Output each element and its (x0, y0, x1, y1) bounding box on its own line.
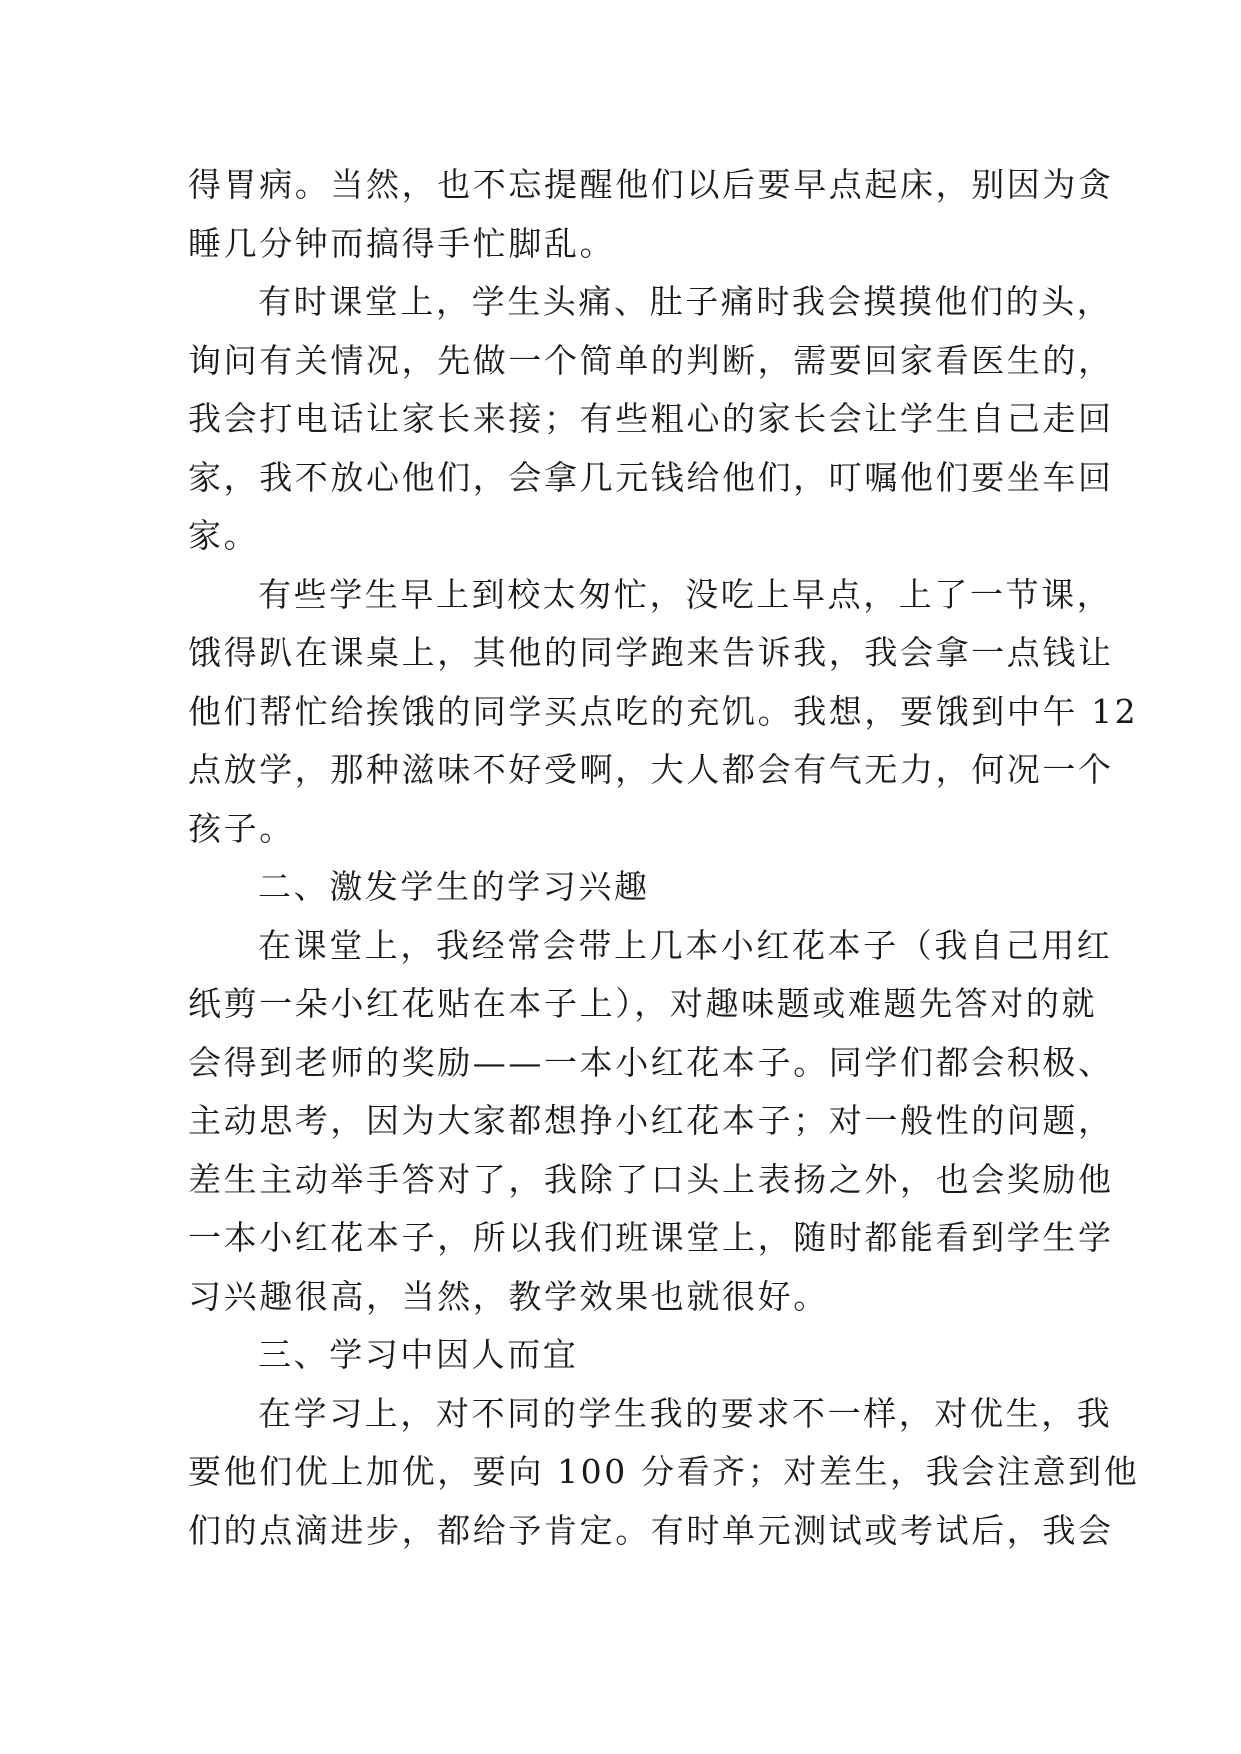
text-line: 孩子。 (188, 808, 295, 848)
text-line: 三、学习中因人而宜 (258, 1335, 579, 1374)
text-line: 家。 (188, 516, 260, 555)
text-line: 他们帮忙给挨饿的同学买点吃的充饥。我想，要饿到中午 12 (188, 691, 1139, 731)
text-line: 二、激发学生的学习兴趣 (258, 867, 650, 906)
text-line: 会得到老师的奖励——一本小红花本子。同学们都会积极、 (188, 1042, 1114, 1082)
text-line: 在课堂上，我经常会带上几本小红花本子（我自己用红 (258, 925, 1113, 965)
text-line: 有时课堂上，学生头痛、肚子痛时我会摸摸他们的头， (258, 282, 1113, 321)
text-line: 家，我不放心他们，会拿几元钱给他们，叮嘱他们要坐车回 (188, 457, 1114, 497)
text-line: 纸剪一朵小红花贴在本子上），对趣味题或难题先答对的就 (188, 984, 1098, 1023)
text-line: 有些学生早上到校太匆忙，没吃上早点，上了一节课， (258, 574, 1113, 614)
text-line: 主动思考，因为大家都想挣小红花本子；对一般性的问题， (188, 1101, 1114, 1140)
text-line: 们的点滴进步，都给予肯定。有时单元测试或考试后，我会 (188, 1510, 1114, 1550)
document-body (188, 156, 1140, 1560)
text-line: 点放学，那种滋味不好受啊，大人都会有气无力，何况一个 (188, 750, 1114, 789)
text-line: 习兴趣很高，当然，教学效果也就很好。 (188, 1276, 829, 1316)
text-line: 得胃病。当然，也不忘提醒他们以后要早点起床，别因为贪 (188, 165, 1114, 204)
text-line: 差生主动举手答对了，我除了口头上表扬之外，也会奖励他 (188, 1159, 1114, 1199)
text-line: 询问有关情况，先做一个简单的判断，需要回家看医生的， (188, 340, 1114, 380)
text-line: 在学习上，对不同的学生我的要求不一样，对优生，我 (258, 1393, 1113, 1433)
text-line: 一本小红花本子，所以我们班课堂上，随时都能看到学生学 (188, 1218, 1114, 1257)
text-line: 睡几分钟而搞得手忙脚乱。 (188, 223, 616, 263)
text-line: 要他们优上加优，要向 100 分看齐；对差生，我会注意到他 (188, 1452, 1140, 1491)
text-line: 我会打电话让家长来接；有些粗心的家长会让学生自己走回 (188, 399, 1114, 438)
text-line: 饿得趴在课桌上，其他的同学跑来告诉我，我会拿一点钱让 (188, 633, 1114, 672)
